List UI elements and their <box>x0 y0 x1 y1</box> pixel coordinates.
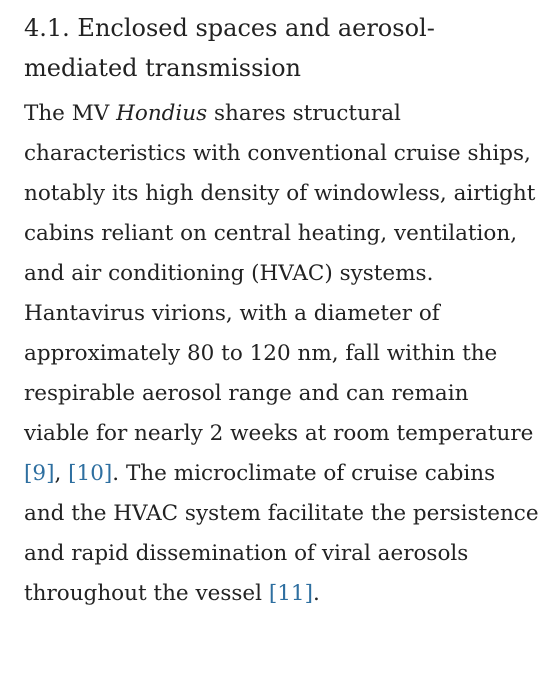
heading-line-1: 4.1. Enclosed spaces and aerosol- <box>24 14 435 42</box>
body-paragraph <box>24 94 539 614</box>
reference-separator: , <box>54 461 69 486</box>
reference-link-9[interactable]: [9] <box>24 461 55 486</box>
reference-link-11[interactable]: [11] <box>268 581 313 606</box>
paragraph-text-end: . <box>313 581 320 606</box>
section-heading <box>24 8 539 88</box>
reference-link-10[interactable]: [10] <box>68 461 113 486</box>
ship-name: Hondius <box>116 101 208 126</box>
paragraph-text-start: The MV <box>24 101 117 126</box>
article-section <box>24 8 539 614</box>
heading-line-2: mediated transmission <box>24 54 301 82</box>
paragraph-text-middle: shares structural characteristics with conventional cruise ships, notably its high density of windowless, airtight cabins reliant on central heating, ventilation, and air conditioning (HVAC) systems. Hantavirus virions, with a diameter of approximately 80 to 120 nm, fall within the respirable aerosol range and can remain viable for nearly 2 weeks at room temperature <box>24 101 536 446</box>
paragraph-text-continued: . The microclimate of cruise cabins and the HVAC system facilitate the persistence and rapid dissemination of viral aerosols throughout the vessel <box>24 461 539 606</box>
